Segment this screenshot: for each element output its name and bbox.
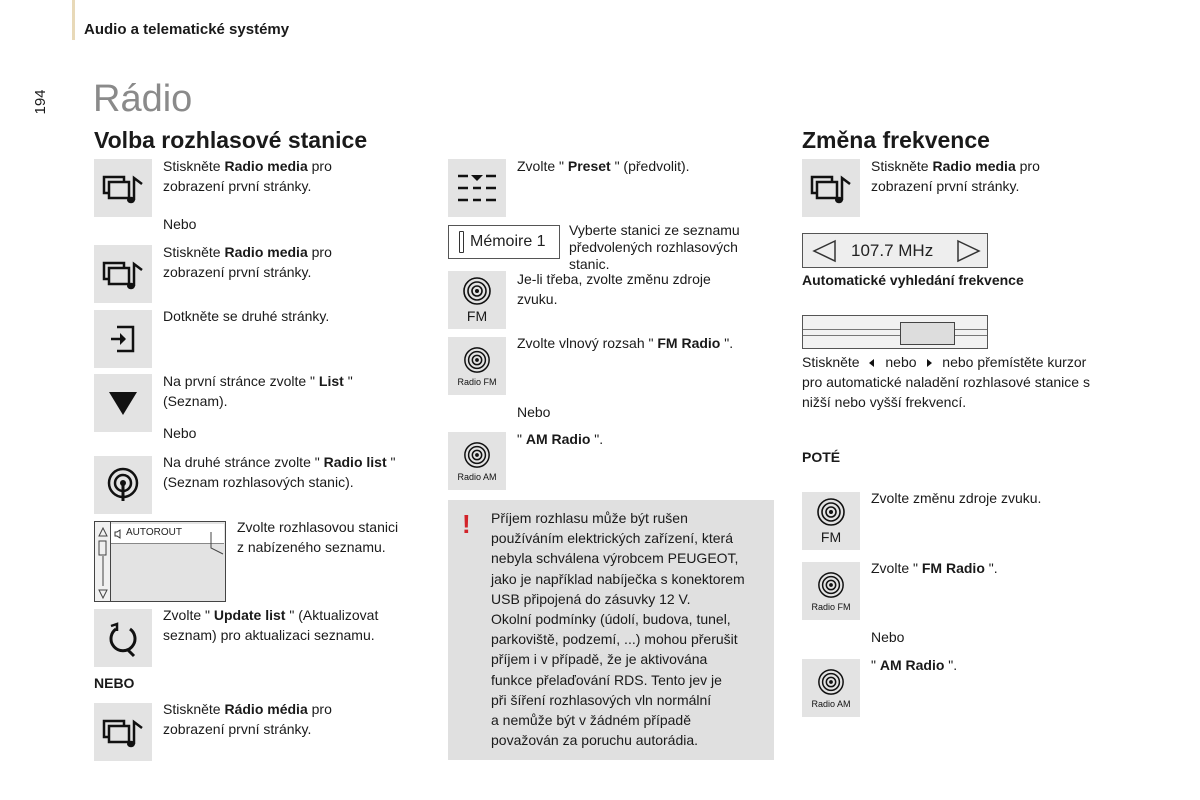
col1-step4-text: Na první stránce zvolte " List " (Seznam).	[163, 373, 353, 409]
col3-step4-text: Zvolte " FM Radio ".	[871, 560, 998, 576]
col1-step6-text: Zvolte rozhlasovou stanici z nabízeného seznamu.	[237, 519, 399, 555]
list-selected-row[interactable]	[111, 524, 224, 544]
col2-step2-text: Vyberte stanici ze seznamu předvolených rozhlasových stanic.	[569, 222, 740, 272]
radio-list-icon	[94, 456, 152, 514]
auto-search-label: Automatické vyhledání frekvence	[802, 272, 1024, 288]
slider-knob[interactable]	[900, 322, 955, 345]
col1-step8-text: Stiskněte Rádio média pro zobrazení první stránky.	[163, 701, 332, 737]
fm-source-icon	[802, 492, 860, 550]
radio-media-icon	[94, 703, 152, 761]
frequency-value: 107.7 MHz	[851, 241, 934, 260]
list-tab-icon	[209, 530, 225, 556]
header-accent-line	[72, 0, 75, 40]
col1-step1-text: Stiskněte Radio media pro zobrazení první stránky.	[163, 158, 332, 194]
tuning-slider[interactable]	[802, 315, 988, 349]
radio-media-icon	[94, 159, 152, 217]
warning-box	[448, 500, 774, 760]
preset-icon	[448, 159, 506, 217]
section-header: Audio a telematické systémy	[84, 21, 290, 38]
col3-step3-text: Zvolte změnu zdroje zvuku.	[871, 490, 1042, 506]
radio-am-icon	[802, 659, 860, 717]
frequency-up-icon[interactable]	[956, 239, 982, 263]
update-list-icon	[94, 609, 152, 667]
col1-step7-text: Zvolte " Update list " (Aktualizovat seznam) pro aktualizaci seznamu.	[163, 607, 379, 643]
col3-step5-text: " AM Radio ".	[871, 657, 958, 673]
col2-nebo: Nebo	[517, 404, 551, 420]
page-number: 194	[32, 89, 49, 115]
frequency-down-icon[interactable]	[811, 239, 837, 263]
col3-step1-text: Stiskněte Radio media pro zobrazení první stránky.	[871, 158, 1040, 194]
col1-nebo-2: Nebo	[163, 425, 197, 441]
col3-step2-text: Stiskněte nebo nebo přemístěte kurzor pro automatické naladění rozhlasové stanice s nižší nebo vyšší frekvencí.	[802, 354, 1090, 410]
col1-step5-text: Na druhé stránce zvolte " Radio list " (Seznam rozhlasových stanic).	[163, 454, 396, 490]
station-list-widget[interactable]	[94, 521, 226, 602]
col1-nebo-1: Nebo	[163, 216, 197, 232]
radio-am-caption: Radio AM	[811, 698, 851, 709]
pote-label: POTÉ	[802, 449, 841, 465]
second-page-icon	[94, 310, 152, 368]
radio-media-icon	[802, 159, 860, 217]
frequency-display	[802, 233, 988, 268]
col2-step4-text: Zvolte vlnový rozsah " FM Radio ".	[517, 335, 734, 351]
radio-fm-icon	[448, 337, 506, 395]
col3-nebo: Nebo	[871, 629, 905, 645]
left-arrow-icon	[867, 358, 877, 368]
radio-fm-caption: Radio FM	[811, 601, 851, 612]
warning-icon: !	[462, 509, 471, 539]
list-scrollbar[interactable]	[95, 522, 111, 601]
warning-text: Příjem rozhlasu může být rušen používáním elektrických zařízení, která nebyla schválena výrobcem PEUGEOT, jako je například nabíječka s konektorem USB připojená do zásuvky 12 V. Okolní podmínky (údolí, budova, tunel, parkoviště, podzemí, ...) mohou přerušit příjem i v případě, že je aktivována funkce přelaďování RDS. Tento jev je při šíření rozhlasových vln normální a nemůže být v žádném případě považován za poruchu autorádia.	[491, 510, 745, 749]
right-arrow-icon	[924, 358, 934, 368]
list-arrow-icon	[94, 374, 152, 432]
radio-am-caption: Radio AM	[457, 471, 497, 482]
page-title: Rádio	[93, 78, 193, 120]
speaker-icon	[114, 529, 124, 539]
radio-fm-icon	[802, 562, 860, 620]
col2-step5-text: " AM Radio ".	[517, 431, 604, 447]
memoire-button[interactable]	[448, 225, 560, 259]
fm-caption: FM	[820, 529, 842, 545]
fm-source-icon	[448, 271, 506, 329]
col1-nebo-caps: NEBO	[94, 675, 135, 691]
memoire-indicator	[459, 231, 464, 253]
radio-fm-caption: Radio FM	[457, 376, 497, 387]
radio-media-icon	[94, 245, 152, 303]
radio-am-icon	[448, 432, 506, 490]
list-row-label: AUTOROUT	[126, 527, 182, 538]
memoire-label: Mémoire 1	[470, 233, 546, 250]
slider-track	[803, 329, 987, 336]
col1-step3-text: Dotkněte se druhé stránky.	[163, 308, 330, 324]
col1-heading: Volba rozhlasové stanice	[94, 127, 368, 153]
col3-heading: Změna frekvence	[802, 127, 990, 153]
col2-step1-text: Zvolte " Preset " (předvolit).	[517, 158, 690, 174]
fm-caption: FM	[466, 308, 488, 324]
col2-step3-text: Je-li třeba, zvolte změnu zdroje zvuku.	[517, 271, 711, 307]
col1-step2-text: Stiskněte Radio media pro zobrazení první stránky.	[163, 244, 332, 280]
